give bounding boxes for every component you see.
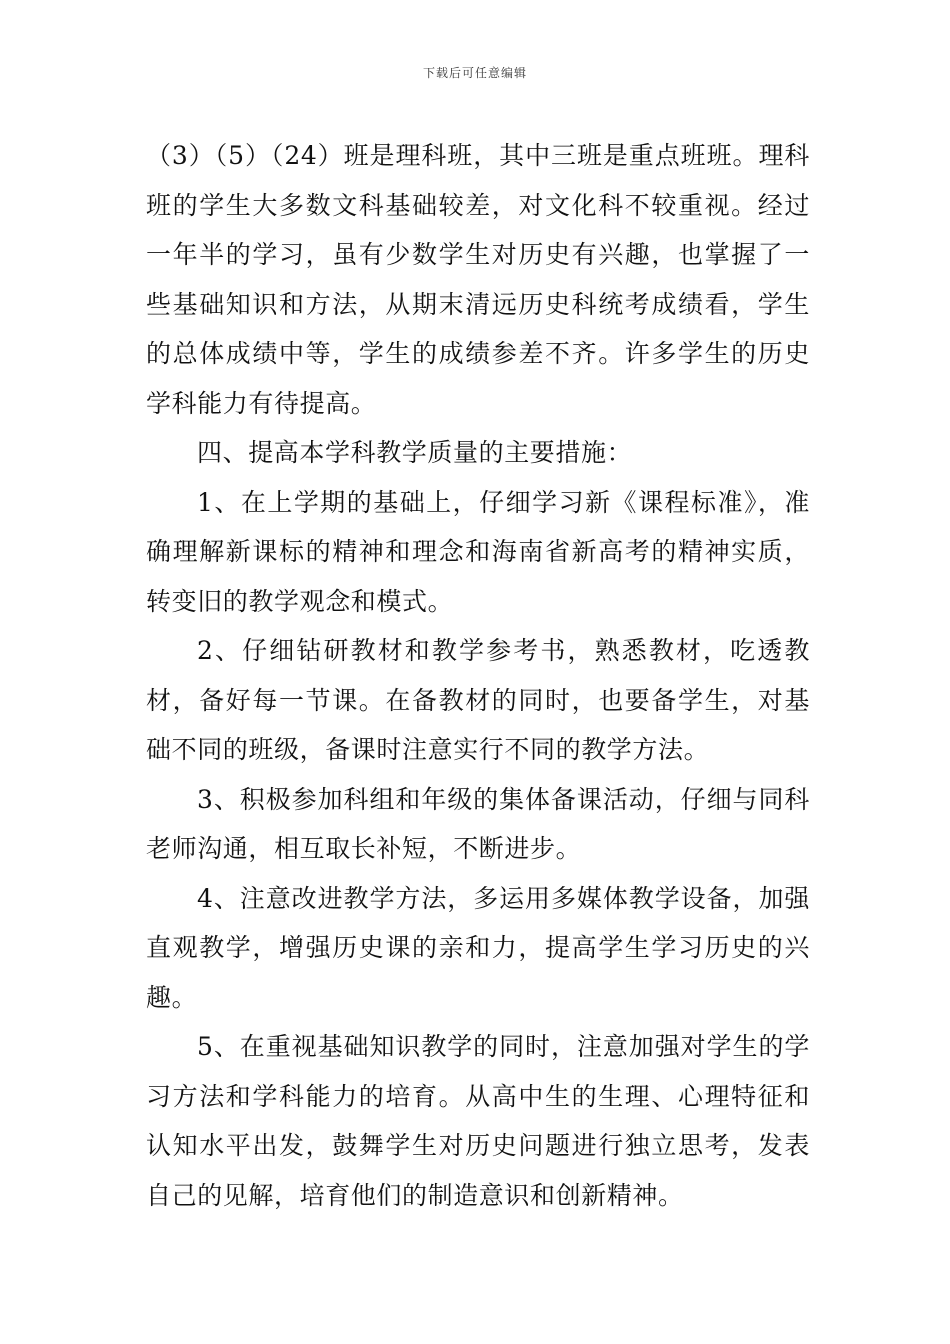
section-heading-measures: 四、提高本学科教学质量的主要措施：: [197, 438, 633, 467]
document-body: [146, 131, 810, 1220]
list-item-4: 4、注意改进教学方法，多运用多媒体教学设备，加强直观教学，增强历史课的亲和力，提高学生学习历史的兴趣。: [146, 883, 810, 1012]
list-item-1: 1、在上学期的基础上，仔细学习新《课程标准》，准确理解新课标的精神和理念和海南省新高考的精神实质，转变旧的教学观念和模式。: [146, 487, 810, 616]
page-header: 下载后可任意编辑: [422, 66, 527, 80]
list-item-2: 2、仔细钻研教材和教学参考书，熟悉教材，吃透教材，备好每一节课。在备教材的同时，也要备学生，对基础不同的班级，备课时注意实行不同的教学方法。: [146, 636, 810, 764]
list-item-5: 5、在重视基础知识教学的同时，注意加强对学生的学习方法和学科能力的培育。从高中生的生理、心理特征和认知水平出发，鼓舞学生对历史问题进行独立思考，发表自己的见解，培育他们的制造意识和创新精神。: [146, 1032, 810, 1210]
paragraph-intro: （3）（5）（24）班是理科班，其中三班是重点班班。理科班的学生大多数文科基础较差，对文化科不较重视。经过一年半的学习，虽有少数学生对历史有兴趣，也掌握了一些基础知识和方法，从期末清远历史科统考成绩看，学生的总体成绩中等，学生的成绩参差不齐。许多学生的历史学科能力有待提高。: [146, 141, 810, 418]
list-item-3: 3、积极参加科组和年级的集体备课活动，仔细与同科老师沟通，相互取长补短，不断进步。: [146, 784, 810, 863]
